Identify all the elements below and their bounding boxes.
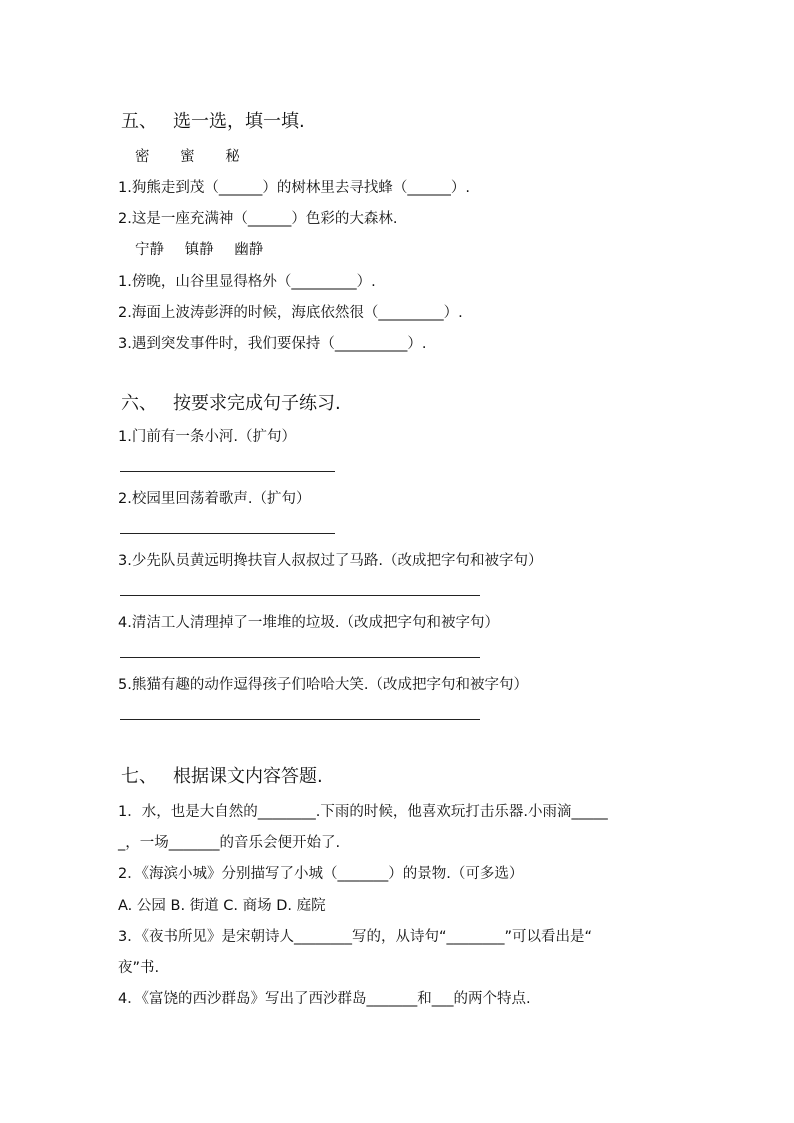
question-line: 2.这是一座充满神（______）色彩的大森林. bbox=[118, 211, 398, 227]
question-line: 1.狗熊走到茂（______）的树林里去寻找蜂（______）. bbox=[118, 180, 470, 196]
word-choice: 秘 bbox=[225, 149, 240, 165]
question-line: 3．《夜书所见》是宋朝诗人________写的，从诗句“________”可以看出是“ bbox=[118, 929, 593, 945]
section-6-number: 六、 bbox=[121, 393, 157, 414]
word-choice: 宁静 bbox=[135, 242, 164, 258]
answer-line[interactable] bbox=[120, 595, 480, 596]
exercise-item: 3.少先队员黄远明搀扶盲人叔叔过了马路.（改成把字句和被字句） bbox=[118, 553, 543, 569]
section-7-title: 根据课文内容答题. bbox=[173, 766, 323, 787]
word-choice: 蜜 bbox=[180, 149, 195, 165]
question-line: 2.海面上波涛彭湃的时候，海底依然很（_________）. bbox=[118, 305, 463, 321]
section-5-number: 五、 bbox=[121, 111, 157, 132]
section-5-heading bbox=[121, 107, 305, 133]
word-choices-2 bbox=[135, 238, 279, 259]
word-choice: 密 bbox=[135, 149, 150, 165]
question-line: _，一场_______的音乐会便开始了. bbox=[118, 835, 341, 851]
section-7-heading bbox=[121, 762, 323, 788]
question-line: 4．《富饶的西沙群岛》写出了西沙群岛_______和___的两个特点. bbox=[118, 991, 531, 1007]
section-7-number: 七、 bbox=[121, 766, 157, 787]
exercise-item: 5.熊猫有趣的动作逗得孩子们哈哈大笑.（改成把字句和被字句） bbox=[118, 677, 528, 693]
exercise-item: 4.清洁工人清理掉了一堆堆的垃圾.（改成把字句和被字句） bbox=[118, 615, 499, 631]
word-choice: 幽静 bbox=[234, 242, 264, 258]
question-line: 2．《海滨小城》分别描写了小城（_______）的景物.（可多选） bbox=[118, 866, 524, 882]
word-choice: 镇静 bbox=[184, 242, 214, 258]
answer-line[interactable] bbox=[120, 471, 335, 472]
answer-line[interactable] bbox=[120, 719, 480, 720]
answer-line[interactable] bbox=[120, 533, 335, 534]
exercise-item: 1.门前有一条小河.（扩句） bbox=[118, 429, 296, 445]
question-line: 1.傍晚，山谷里显得格外（_________）. bbox=[118, 274, 376, 290]
question-line: 3.遇到突发事件时，我们要保持（__________）. bbox=[118, 336, 427, 352]
question-line: 1．水，也是大自然的________.下雨的时候，他喜欢玩打击乐器.小雨滴_____ bbox=[118, 804, 608, 820]
section-6-title: 按要求完成句子练习. bbox=[173, 393, 341, 414]
section-6-heading bbox=[121, 389, 341, 415]
question-line: A. 公园 B. 街道 C. 商场 D. 庭院 bbox=[118, 898, 326, 914]
answer-line[interactable] bbox=[120, 657, 480, 658]
exercise-item: 2.校园里回荡着歌声.（扩句） bbox=[118, 491, 311, 507]
section-5-title: 选一选，填一填. bbox=[173, 111, 305, 132]
question-line: 夜”书. bbox=[118, 960, 160, 976]
word-choices-1 bbox=[135, 145, 266, 166]
